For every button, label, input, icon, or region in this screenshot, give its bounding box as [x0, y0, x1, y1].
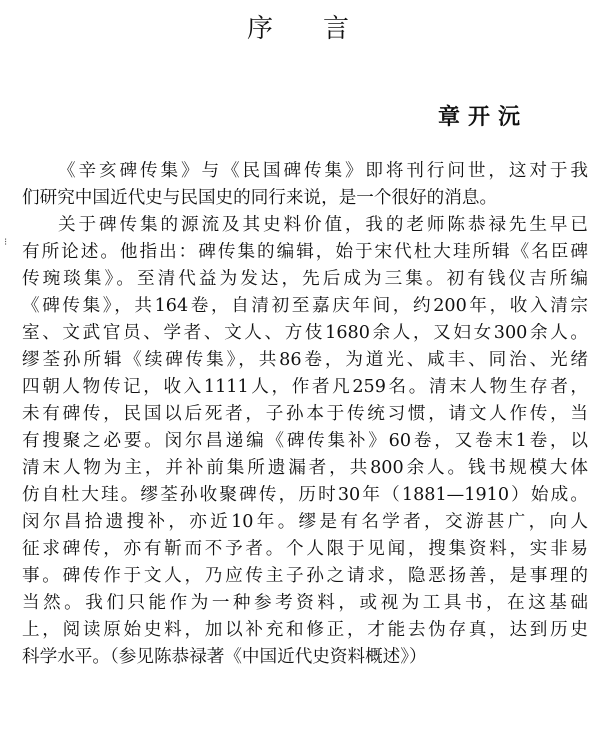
page-title: [0, 8, 598, 45]
author-name: 章开沅: [437, 104, 528, 130]
paragraph-line: 有所论述。他指出：碑传集的编辑，始于宋代杜大珪所辑《名臣碑: [22, 242, 588, 262]
paragraph-line: 仿自杜大珪。缪荃孙收聚碑传，历时30年（1881—1910）始成。: [22, 485, 588, 505]
paragraph-line: 未有碑传，民国以后死者，子孙本于传统习惯，请文人作传，当: [22, 404, 588, 424]
title-char-1: 序: [246, 14, 275, 44]
paragraph-line: 《辛亥碑传集》与《民国碑传集》即将刊行问世，这对于我: [58, 161, 588, 181]
paragraph-line: 事。碑传作于文人，乃应传主子孙之请求，隐恶扬善，是事理的: [22, 566, 588, 586]
paragraph-line: 当然。我们只能作为一种参考资料，或视为工具书，在这基础: [22, 593, 588, 613]
body-text: [22, 158, 588, 671]
paragraph-line: 室、文武官员、学者、文人、方伎1680余人，又妇女300余人。: [22, 323, 588, 343]
paragraph-line: 缪荃孙所辑《续碑传集》，共86卷，为道光、咸丰、同治、光绪: [22, 350, 588, 370]
paragraph-line: 清末人物为主，并补前集所遗漏者，共800余人。钱书规模大体: [22, 458, 588, 478]
paragraph-line: 上，阅读原始史料，加以补充和修正，才能去伪存真，达到历史: [22, 620, 588, 640]
paragraph-line: 科学水平。（参见陈恭禄著《中国近代史资料概述》）: [22, 647, 427, 667]
title-char-2: 言: [323, 14, 352, 44]
margin-mark: ⁝: [4, 237, 8, 248]
paragraph-line: 《碑传集》，共164卷，自清初至嘉庆年间，约200年，收入清宗: [22, 296, 588, 316]
paragraph-line: 四朝人物传记，收入1111人，作者凡259名。清末人物生存者，: [22, 377, 588, 397]
paragraph-line: 传琬琰集》。至清代益为发达，先后成为三集。初有钱仪吉所编: [22, 269, 588, 289]
paragraph-line: 闵尔昌拾遗搜补，亦近10年。缪是有名学者，交游甚广，向人: [22, 512, 588, 532]
paragraph-line: 征求碑传，亦有靳而不予者。个人限于见闻，搜集资料，实非易: [22, 539, 588, 559]
paragraph-line: 有搜聚之必要。闵尔昌递编《碑传集补》60卷，又卷末1卷，以: [22, 431, 588, 451]
paragraph-line: 关于碑传集的源流及其史料价值，我的老师陈恭禄先生早已: [58, 215, 588, 235]
paragraph-line: 们研究中国近代史与民国史的同行来说，是一个很好的消息。: [22, 188, 498, 208]
